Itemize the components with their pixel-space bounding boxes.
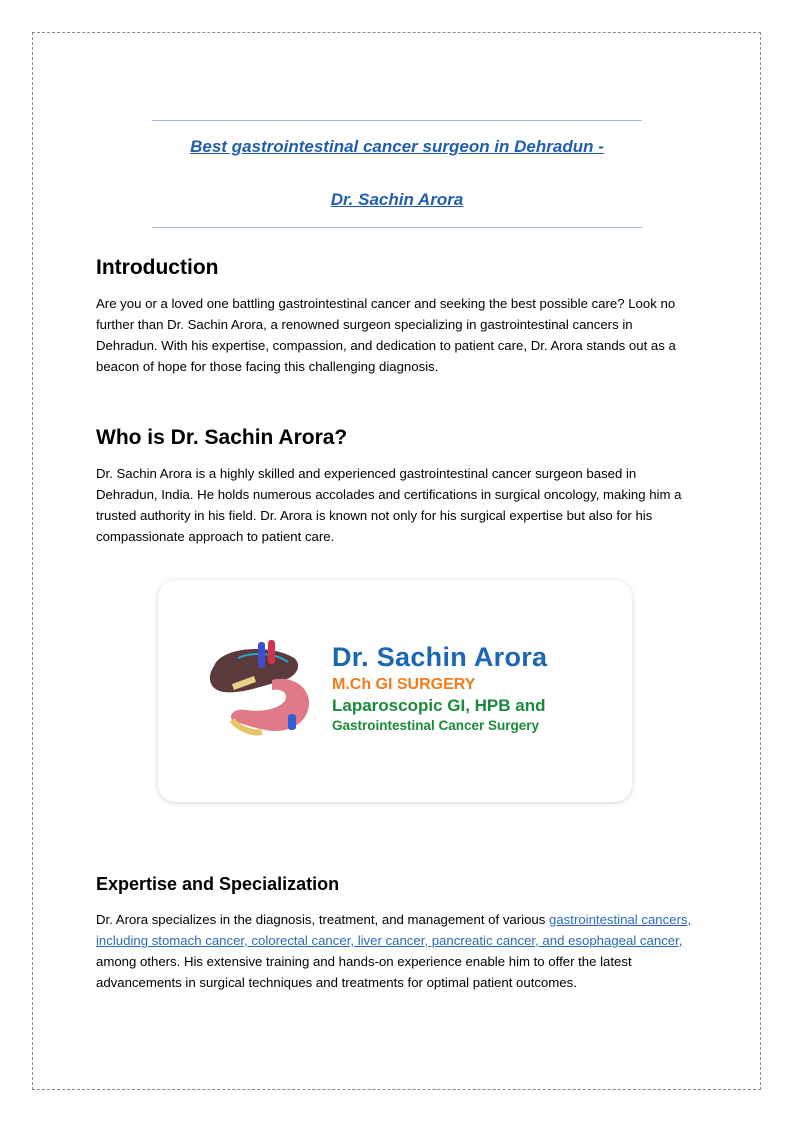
intro-paragraph: Are you or a loved one battling gastrointestinal cancer and seeking the best possible care? Look no further than Dr. Sachin Arora, a renowned surgeon specializing in gastrointestinal cancers in Dehradun. With his expertise, compassion, and dedication to patient care, Dr. Arora stands out as a beacon of hope for those facing this challenging diagnosis. [96,296,676,374]
cancer-types-link[interactable]: gastrointestinal cancers, including stomach cancer, colorectal cancer, liver cancer, pancreatic cancer, and esophageal cancer, [96,912,692,948]
title-rule-top [152,120,642,121]
page-title-line2[interactable]: Dr. Sachin Arora [330,190,464,209]
expertise-paragraph [96,909,696,993]
page-title-line1[interactable]: Best gastrointestinal cancer surgeon in Dehradun - [190,137,604,156]
logo-specialty-line1: Laparoscopic GI, HPB and [332,696,546,715]
expertise-text-after: among others. His extensive training and hands-on experience enable him to offer the latest advancements in surgical techniques and treatments for optimal patient outcomes. [96,954,632,990]
gi-organs-icon [202,636,332,746]
title-rule-bottom [152,227,642,228]
intro-heading: Introduction [96,256,219,279]
expertise-heading: Expertise and Specialization [96,874,340,894]
logo-name: Dr. Sachin Arora [332,642,548,672]
who-heading: Who is Dr. Sachin Arora? [96,426,348,449]
expertise-text-before: Dr. Arora specializes in the diagnosis, treatment, and management of various [96,912,550,927]
logo-card [158,580,632,802]
who-paragraph: Dr. Sachin Arora is a highly skilled and experienced gastrointestinal cancer surgeon based in Dehradun, India. He holds numerous accolades and certifications in surgical oncology, making him a trusted authority in his field. Dr. Arora is known not only for his surgical expertise but also for his compassionate approach to patient care. [96,466,682,544]
logo-specialty-line2: Gastrointestinal Cancer Surgery [332,718,540,733]
logo-degree: M.Ch GI SURGERY [332,676,476,693]
